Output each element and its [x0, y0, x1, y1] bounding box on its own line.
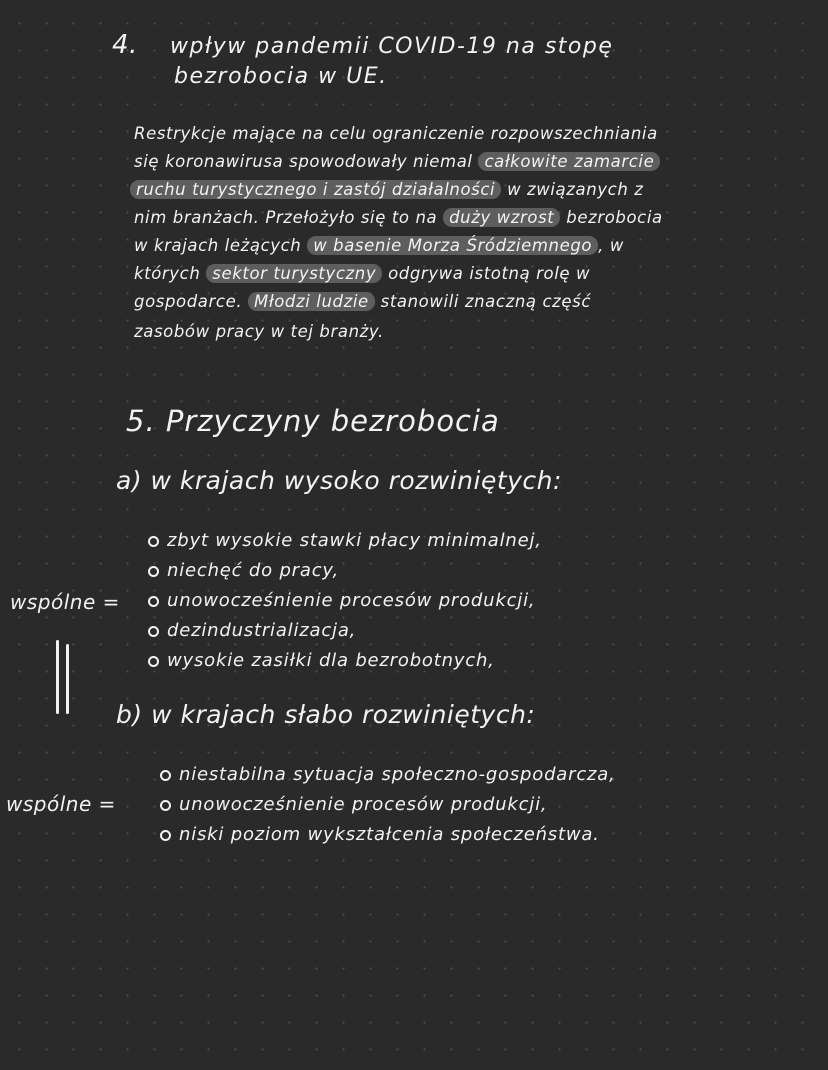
highlight-total-halt: całkowite zamarcie	[478, 152, 660, 171]
b-item-1: niestabilna sytuacja społeczno-gospodarcza,	[160, 764, 616, 785]
a-item-3: unowocześnienie procesów produkcji,	[148, 590, 535, 611]
a-item-1: zbyt wysokie stawki płacy minimalnej,	[148, 530, 542, 551]
highlight-tourism-halt: ruchu turystycznego i zastój działalności	[130, 180, 501, 199]
bullet-dot	[160, 800, 171, 811]
paragraph-line-2: się koronawirusa spowodowały niemal całkowite zamarcie	[134, 152, 660, 171]
bullet-dot	[148, 536, 159, 547]
common-connector-right	[66, 644, 69, 714]
paragraph-line-1: Restrykcje mające na celu ograniczenie rozpowszechniania	[134, 124, 658, 143]
paragraph-line-4: nim branżach. Przełożyło się to na duży wzrost bezrobocia	[134, 208, 663, 227]
bullet-dot	[148, 656, 159, 667]
a-item-5: wysokie zasiłki dla bezrobotnych,	[148, 650, 495, 671]
bullet-dot	[160, 830, 171, 841]
paragraph-line-3: ruchu turystycznego i zastój działalności w związanych z	[134, 180, 643, 199]
bullet-dot	[148, 566, 159, 577]
paragraph-line-7: gospodarce. Młodzi ludzie stanowili znaczną część	[134, 292, 591, 311]
bullet-dot	[160, 770, 171, 781]
a-item-2: niechęć do pracy,	[148, 560, 339, 581]
a-common-label: wspólne =	[10, 590, 120, 614]
highlight-tourism-sector: sektor turystyczny	[206, 264, 382, 283]
b-item-3: niski poziom wykształcenia społeczeństwa.	[160, 824, 600, 845]
section5-a-heading: a) w krajach wysoko rozwiniętych:	[116, 466, 562, 495]
paragraph-line-6: których sektor turystyczny odgrywa istotną rolę w	[134, 264, 591, 283]
section5-title: 5. Przyczyny bezrobocia	[126, 404, 500, 438]
highlight-young-people: Młodzi ludzie	[248, 292, 375, 311]
bullet-dot	[148, 626, 159, 637]
section4-number: 4.	[112, 30, 138, 60]
b-common-label: wspólne =	[6, 792, 116, 816]
highlight-big-increase: duży wzrost	[443, 208, 560, 227]
paragraph-line-8: zasobów pracy w tej branży.	[134, 322, 384, 341]
b-item-2: unowocześnienie procesów produkcji,	[160, 794, 547, 815]
bullet-dot	[148, 596, 159, 607]
a-item-4: dezindustrializacja,	[148, 620, 356, 641]
paragraph-line-5: w krajach leżących w basenie Morza Śródziemnego , w	[134, 236, 624, 255]
common-connector-left	[56, 640, 59, 714]
section4-title-line2: bezrobocia w UE.	[174, 64, 388, 89]
section5-b-heading: b) w krajach słabo rozwiniętych:	[116, 700, 536, 729]
section4-title-line1: wpływ pandemii COVID-19 na stopę	[170, 34, 614, 59]
highlight-mediterranean: w basenie Morza Śródziemnego	[307, 236, 598, 255]
